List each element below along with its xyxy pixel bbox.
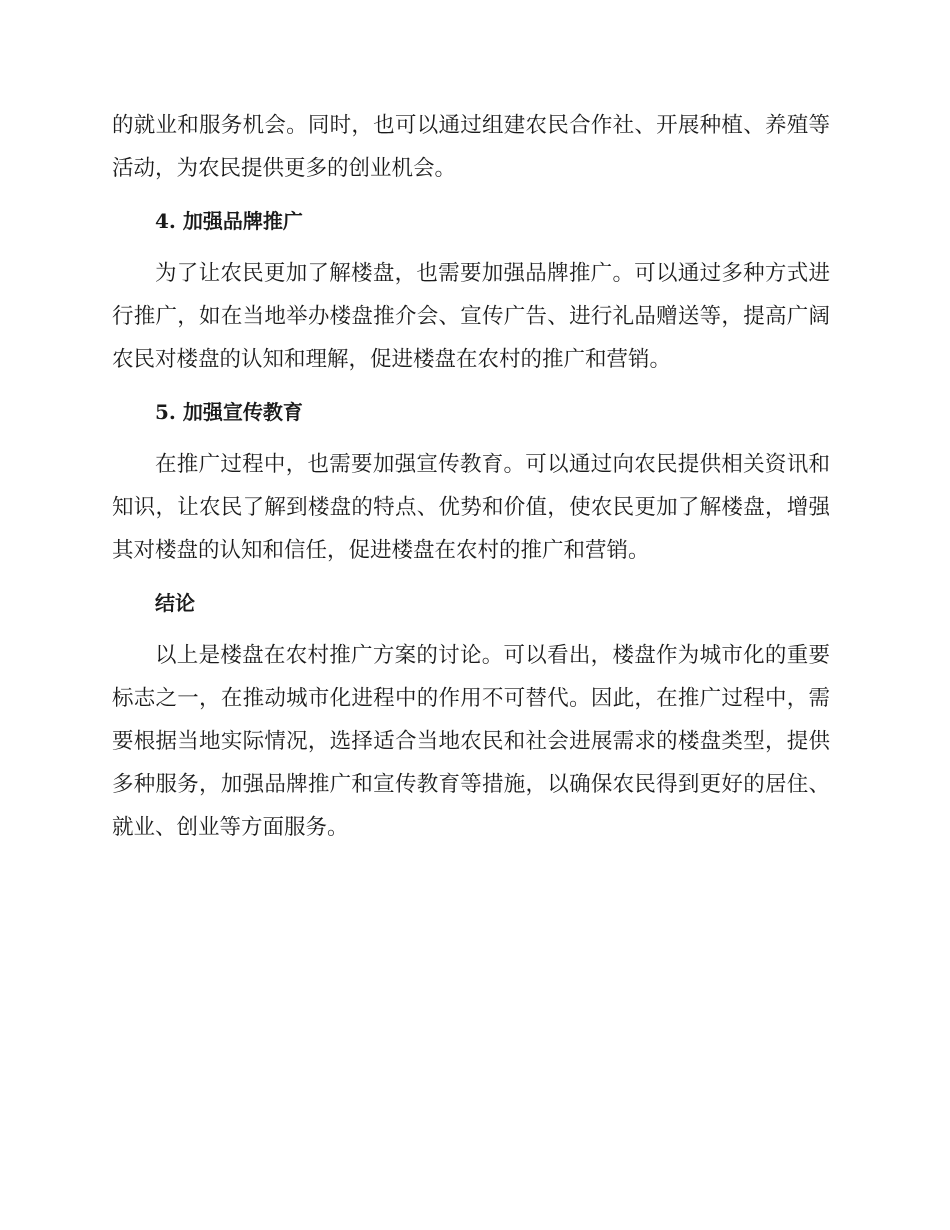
document-page bbox=[112, 104, 830, 849]
paragraph-publicity-education: 在推广过程中，也需要加强宣传教育。可以通过向农民提供相关资讯和知识，让农民了解到楼盘的特点、优势和价值，使农民更加了解楼盘，增强其对楼盘的认知和信任，促进楼盘在农村的推广和营销。 bbox=[112, 452, 830, 563]
section-heading-publicity-education: 5. 加强宣传教育 bbox=[155, 400, 303, 424]
section-heading-brand-promotion: 4. 加强品牌推广 bbox=[155, 209, 303, 233]
section-heading-conclusion: 结论 bbox=[155, 591, 195, 615]
paragraph-conclusion: 以上是楼盘在农村推广方案的讨论。可以看出，楼盘作为城市化的重要标志之一，在推动城市化进程中的作用不可替代。因此，在推广过程中，需要根据当地实际情况，选择适合当地农民和社会进展需求的楼盘类型，提供多种服务，加强品牌推广和宣传教育等措施，以确保农民得到更好的居住、就业、创业等方面服务。 bbox=[112, 643, 830, 840]
paragraph-continued: 的就业和服务机会。同时，也可以通过组建农民合作社、开展种植、养殖等活动，为农民提供更多的创业机会。 bbox=[112, 113, 830, 181]
paragraph-brand-promotion: 为了让农民更加了解楼盘，也需要加强品牌推广。可以通过多种方式进行推广，如在当地举办楼盘推介会、宣传广告、进行礼品赠送等，提高广阔农民对楼盘的认知和理解，促进楼盘在农村的推广和营销。 bbox=[112, 261, 830, 372]
